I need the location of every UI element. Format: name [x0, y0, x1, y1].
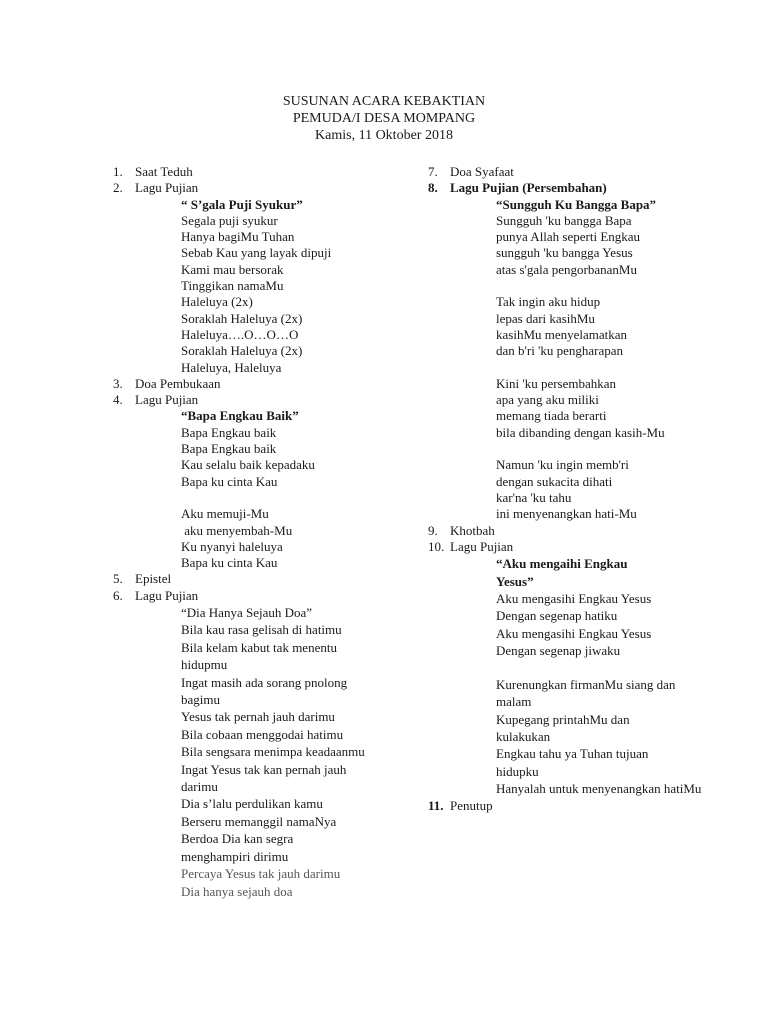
lyric-line: Segala puji syukur	[181, 212, 278, 228]
lyric-line: ini menyenangkan hati-Mu	[496, 506, 637, 522]
song-dia-hanya-sejauh-doa	[113, 604, 371, 900]
item-label: Lagu Pujian	[135, 180, 199, 196]
lyric-line: Berdoa Dia kan segra menghampiri dirimu	[181, 831, 294, 864]
lyric-line: Tak ingin aku hidup	[496, 294, 601, 310]
lyric-line: Bapa ku cinta Kau	[181, 555, 278, 571]
song-sgala-puji-syukur	[113, 197, 413, 376]
lyric-line: dengan sukacita dihati	[496, 473, 613, 489]
lyric-line: sungguh 'ku bangga Yesus	[496, 245, 633, 261]
item-number: 5.	[113, 571, 123, 587]
lyric-line: Bila kelam kabut tak menentu hidupmu	[181, 639, 337, 673]
lyric-line: Yesus tak pernah jauh darimu	[181, 709, 335, 725]
lyric-line: Sungguh 'ku bangga Bapa	[496, 212, 632, 228]
agenda-item-11	[428, 798, 728, 814]
item-label: Khotbah	[450, 522, 495, 538]
lyric-line: Dengan segenap hatiku	[496, 608, 618, 624]
agenda-item-9	[428, 523, 728, 539]
lyric-line: Kupegang printahMu dan kulakukan	[496, 711, 630, 745]
agenda-item-6	[113, 588, 413, 604]
lyric-line: Aku mengasihi Engkau Yesus	[496, 625, 652, 641]
lyric-line: Bila cobaan menggodai hatimu	[181, 726, 344, 742]
lyric-line: kar'na 'ku tahu	[496, 489, 572, 505]
agenda-item-4	[113, 392, 413, 408]
item-label: Doa Syafaat	[450, 164, 514, 179]
agenda-item-2	[113, 180, 413, 196]
right-column	[428, 164, 728, 814]
song-bapa-engkau-baik	[113, 408, 413, 571]
item-number: 8.	[428, 180, 438, 196]
lyric-line: Kurenungkan firmanMu siang dan malam	[496, 676, 676, 710]
item-number: 3.	[113, 375, 123, 391]
song-title: “Dia Hanya Sejauh Doa”	[181, 605, 313, 621]
lyric-line: kasihMu menyelamatkan	[496, 326, 628, 342]
lyric-line: Kami mau bersorak	[181, 261, 284, 277]
agenda-item-8	[428, 180, 728, 196]
lyric-line: lepas dari kasihMu	[496, 310, 595, 326]
lyric-line: aku menyembah-Mu	[181, 522, 293, 538]
lyric-line: Ingat masih ada sorang pnolong bagimu	[181, 674, 348, 708]
item-number: 1.	[113, 164, 123, 179]
lyric-line: memang tiada berarti	[496, 408, 607, 424]
lyric-line: Namun 'ku ingin memb'ri	[496, 457, 629, 473]
item-number: 2.	[113, 180, 123, 196]
lyric-line: Bapa ku cinta Kau	[181, 473, 278, 489]
lyric-line: Soraklah Haleluya (2x)	[181, 343, 303, 359]
lyric-line: Berseru memanggil namaNya	[181, 813, 337, 829]
lyric-line: Bapa Engkau baik	[181, 424, 277, 440]
song-title: “Bapa Engkau Baik”	[181, 408, 299, 424]
item-label: Lagu Pujian	[135, 587, 199, 603]
item-label: Lagu Pujian	[450, 538, 514, 554]
item-label: Saat Teduh	[135, 164, 193, 179]
lyric-line: Haleluya….O…O…O	[181, 326, 299, 342]
lyric-line: Soraklah Haleluya (2x)	[181, 310, 303, 326]
item-label: Lagu Pujian	[135, 392, 199, 408]
lyric-line: Dia s’lalu perdulikan kamu	[181, 796, 323, 812]
agenda-item-3	[113, 376, 413, 392]
lyric-line: Bila kau rasa gelisah di hatimu	[181, 622, 342, 638]
song-title: “ S’gala Puji Syukur”	[181, 196, 303, 212]
lyric-line: Aku mengasihi Engkau Yesus	[496, 590, 652, 606]
song-sungguh-ku-bangga-bapa	[428, 197, 728, 523]
lyric-line: atas s'gala pengorbananMu	[496, 261, 637, 277]
item-label: Doa Pembukaan	[135, 375, 221, 391]
lyric-line: Kini 'ku persembahkan	[496, 375, 617, 391]
lyric-line: bila dibanding dengan kasih-Mu	[496, 424, 665, 440]
song-title: “Aku mengaihi Engkau Yesus”	[496, 556, 628, 589]
song-title: “Sungguh Ku Bangga Bapa”	[496, 196, 657, 212]
lyric-line: Bapa Engkau baik	[181, 441, 277, 457]
lyric-line: apa yang aku miliki	[496, 392, 599, 408]
item-label: Epistel	[135, 571, 172, 587]
item-number: 9.	[428, 522, 438, 538]
item-number: 6.	[113, 587, 123, 603]
lyric-line: Haleluya, Haleluya	[181, 359, 282, 375]
song-aku-mengasihi-engkau-yesus	[428, 555, 702, 798]
lyric-line: Percaya Yesus tak jauh darimu	[181, 866, 341, 882]
left-column	[113, 164, 413, 900]
document-header	[0, 93, 768, 144]
item-label: Penutup	[450, 797, 493, 813]
lyric-line: Sebab Kau yang layak dipuji	[181, 245, 332, 261]
lyric-line: Hanyalah untuk menyenangkan hatiMu	[496, 781, 702, 797]
doc-date: Kamis, 11 Oktober 2018	[315, 128, 453, 143]
item-label: Lagu Pujian (Persembahan)	[450, 180, 607, 196]
lyric-line: dan b'ri 'ku pengharapan	[496, 343, 624, 359]
lyric-line: Aku memuji-Mu	[181, 506, 269, 522]
agenda-item-7	[428, 164, 728, 180]
agenda-item-10	[428, 539, 728, 555]
lyric-line: punya Allah seperti Engkau	[496, 229, 641, 245]
lyric-line: Haleluya (2x)	[181, 294, 253, 310]
lyric-line: Ingat Yesus tak kan pernah jauh darimu	[181, 761, 347, 795]
lyric-line: Engkau tahu ya Tuhan tujuan hidupku	[496, 746, 649, 779]
lyric-line: Hanya bagiMu Tuhan	[181, 229, 295, 245]
lyric-line: Bila sengsara menimpa keadaanmu	[181, 744, 365, 760]
doc-subtitle: PEMUDA/I DESA MOMPANG	[292, 111, 476, 126]
item-number: 7.	[428, 164, 438, 179]
agenda-item-5	[113, 571, 413, 587]
doc-title: SUSUNAN ACARA KEBAKTIAN	[282, 94, 486, 109]
lyric-line: Dia hanya sejauh doa	[181, 883, 293, 899]
lyric-line: Kau selalu baik kepadaku	[181, 457, 315, 473]
item-number: 4.	[113, 392, 123, 408]
lyric-line: Ku nyanyi haleluya	[181, 538, 283, 554]
agenda-item-1	[113, 164, 413, 180]
item-number: 10.	[428, 538, 445, 554]
lyric-line: Dengan segenap jiwaku	[496, 643, 621, 659]
item-number: 11.	[428, 797, 444, 813]
lyric-line: Tinggikan namaMu	[181, 278, 284, 294]
